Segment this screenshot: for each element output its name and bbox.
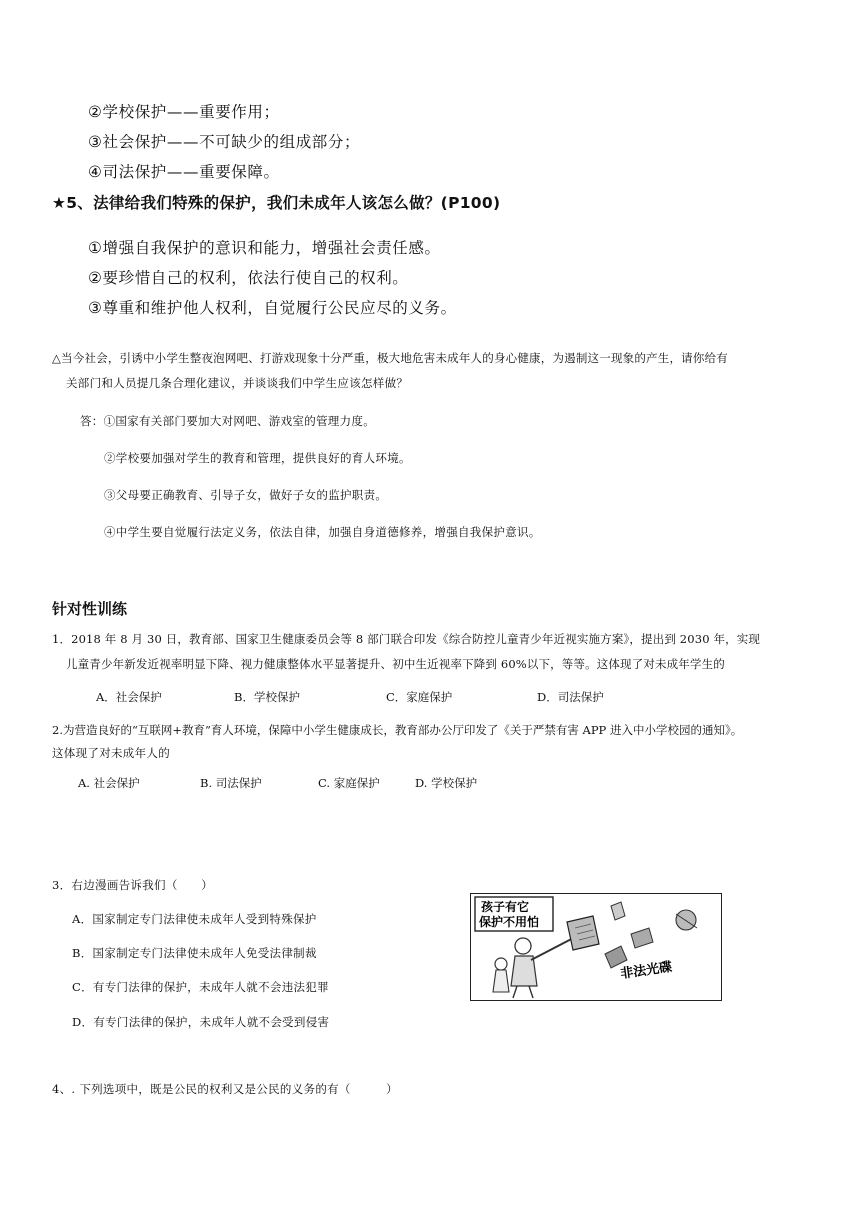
q2-stem-line1: 2.为营造良好的“互联网+教育”育人环境，保障中小学生健康成长，教育部办公厅印发了《关于严禁有害 APP 进入中小学校园的通知》。 — [52, 723, 743, 737]
triangle-answer-1: 答：①国家有关部门要加大对网吧、游戏室的管理力度。 — [80, 414, 375, 428]
law-protection-cartoon — [470, 893, 722, 1001]
cartoon-drawing — [471, 894, 721, 1000]
cartoon-disc-label: 非法光碟 — [619, 959, 674, 982]
q4-stem: 4、. 下列选项中，既是公民的权利又是公民的义务的有（ ） — [52, 1082, 398, 1096]
question5-point-1: ①增强自我保护的意识和能力，增强社会责任感。 — [88, 239, 441, 257]
triangle-question-line1: △当今社会，引诱中小学生整夜泡网吧、打游戏现象十分严重，极大地危害未成年人的身心健康，为遏制这一现象的产生，请你给有 — [52, 351, 728, 365]
question5-point-3: ③尊重和维护他人权利，自觉履行公民应尽的义务。 — [88, 299, 457, 317]
law-role-society: ③社会保护——不可缺少的组成部分； — [88, 133, 361, 151]
q1-option-a: A．社会保护 — [96, 690, 162, 704]
q2-stem-line2: 这体现了对未成年人的 — [52, 746, 170, 760]
cartoon-caption-line2: 保护不用怕 — [479, 915, 540, 929]
q3-option-c: C．有专门法律的保护，未成年人就不会违法犯罪 — [72, 980, 329, 994]
q3-stem: 3．右边漫画告诉我们（ ） — [52, 878, 214, 892]
section-title: 针对性训练 — [52, 600, 128, 618]
q1-option-d: D．司法保护 — [537, 690, 604, 704]
q2-option-a: A. 社会保护 — [78, 776, 140, 790]
cartoon-caption-line1: 孩子有它 — [481, 900, 530, 914]
q1-option-b: B．学校保护 — [234, 690, 300, 704]
q1-stem-line1: 1．2018 年 8 月 30 日，教育部、国家卫生健康委员会等 8 部门联合印发《综合防控儿童青少年近视实施方案》，提出到 2030 年，实现 — [52, 632, 761, 646]
question5-point-2: ②要珍惜自己的权利，依法行使自己的权利。 — [88, 269, 409, 287]
q2-option-c: C. 家庭保护 — [318, 776, 380, 790]
triangle-answer-2: ②学校要加强对学生的教育和管理，提供良好的育人环境。 — [104, 451, 411, 465]
q3-option-a: A．国家制定专门法律使未成年人受到特殊保护 — [72, 912, 317, 926]
q2-option-d: D. 学校保护 — [415, 776, 478, 790]
triangle-question-line2: 关部门和人员提几条合理化建议，并谈谈我们中学生应该怎样做？ — [66, 376, 409, 390]
question5-title: ★5、法律给我们特殊的保护，我们未成年人该怎么做？(P100) — [52, 194, 501, 212]
law-role-judicial: ④司法保护——重要保障。 — [88, 163, 280, 181]
q2-option-b: B. 司法保护 — [200, 776, 262, 790]
triangle-answer-3: ③父母要正确教育、引导子女，做好子女的监护职责。 — [104, 488, 388, 502]
q3-option-b: B．国家制定专门法律使未成年人免受法律制裁 — [72, 946, 317, 960]
triangle-answer-4: ④中学生要自觉履行法定义务，依法自律，加强自身道德修养，增强自我保护意识。 — [104, 525, 541, 539]
q3-option-d: D．有专门法律的保护，未成年人就不会受到侵害 — [72, 1015, 330, 1029]
q1-stem-line2: 儿童青少年新发近视率明显下降、视力健康整体水平显著提升、初中生近视率下降到 60%以下，等等。这体现了对未成年学生的 — [66, 657, 725, 671]
q1-option-c: C．家庭保护 — [386, 690, 453, 704]
law-role-school: ②学校保护——重要作用； — [88, 103, 280, 121]
